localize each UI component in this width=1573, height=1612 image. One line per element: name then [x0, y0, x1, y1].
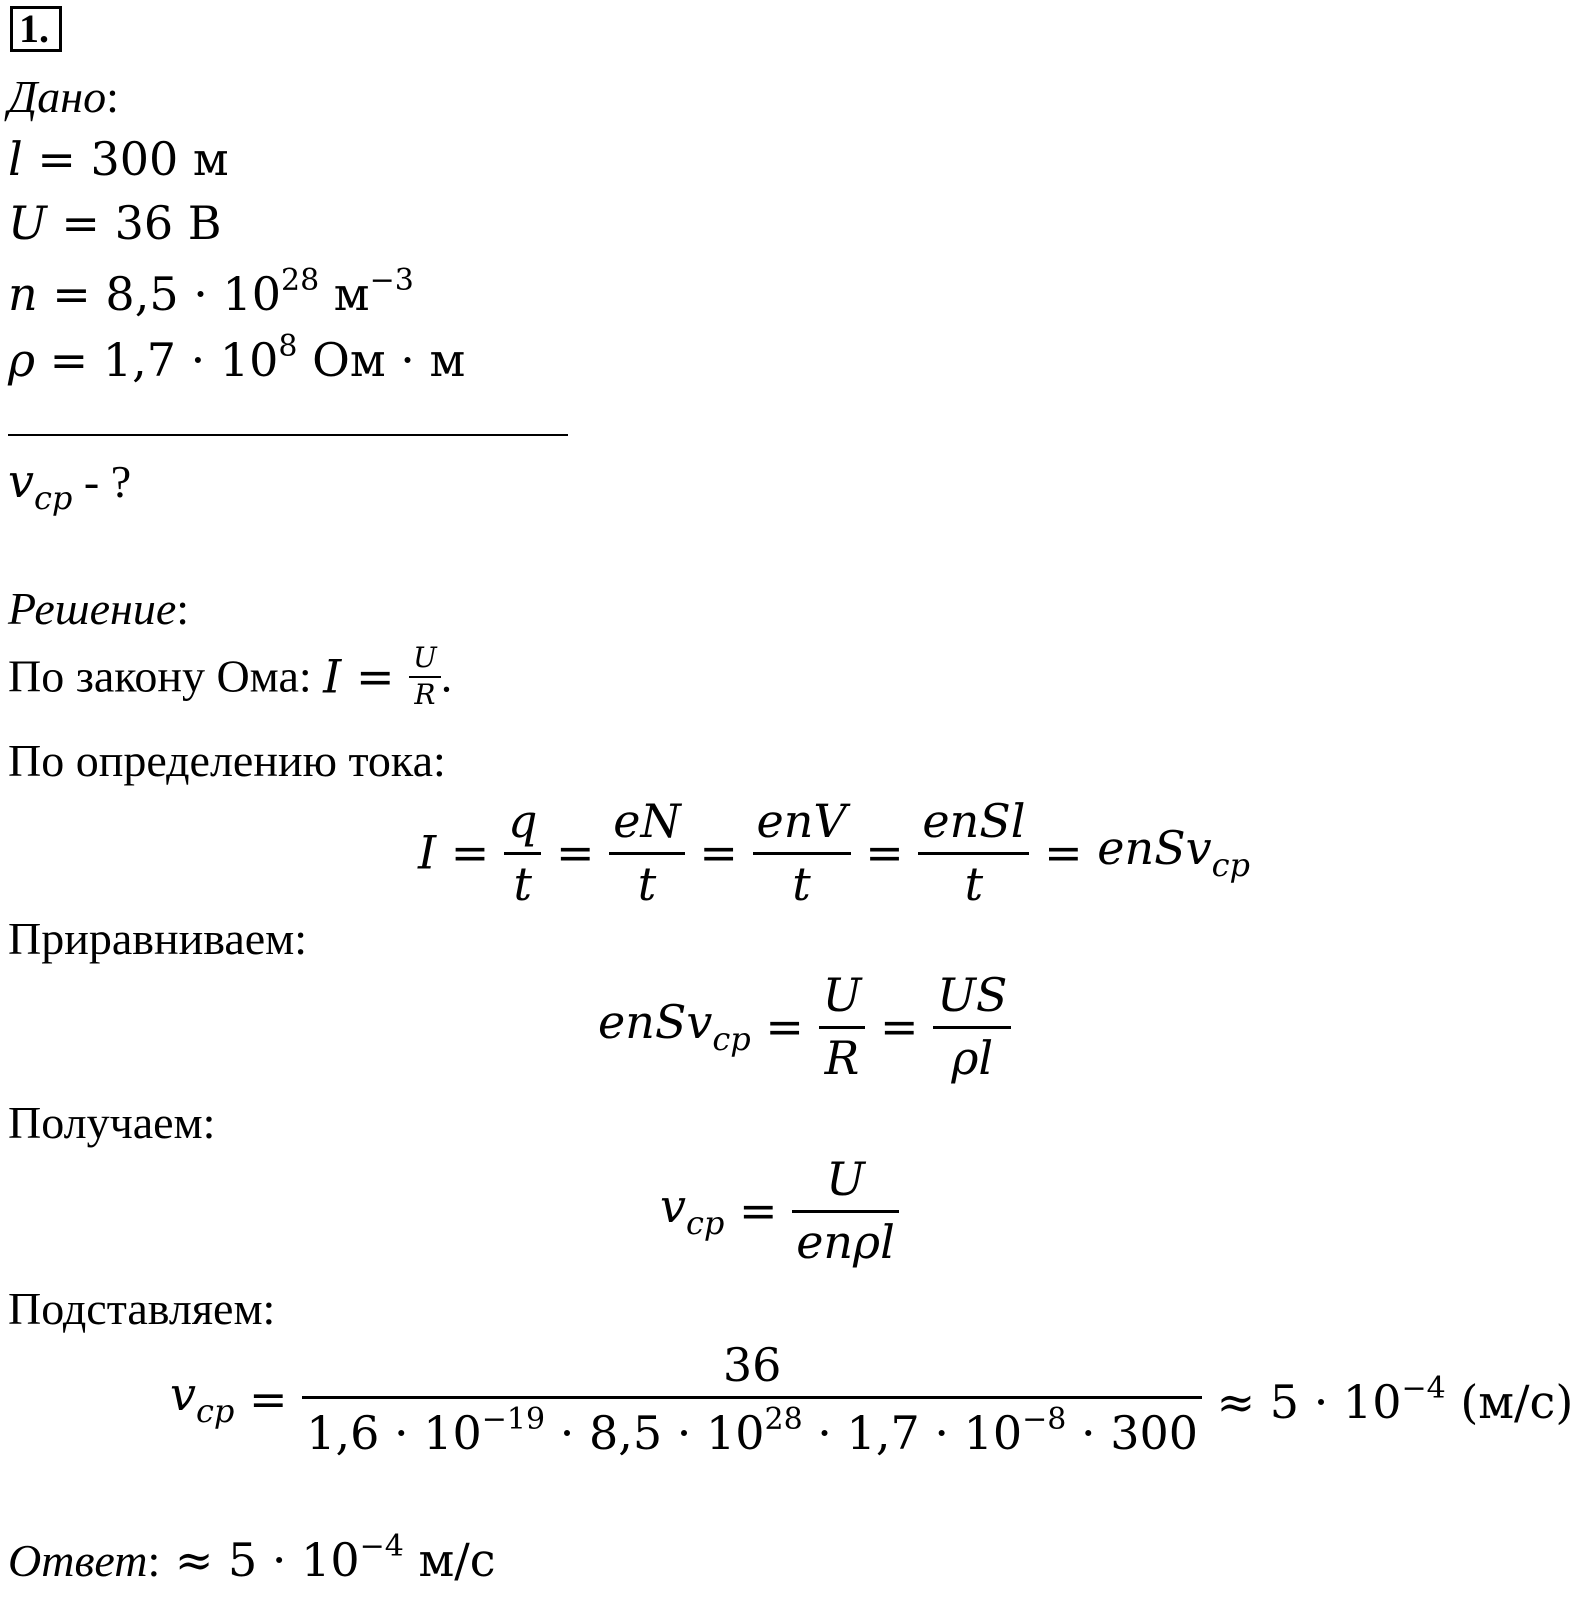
given-label: Дано: [8, 71, 107, 122]
eq1-rhs: [1097, 820, 1251, 884]
current-definition-text: По определению тока:: [8, 735, 446, 786]
eq4-approx-value: ≈ 5 · 10: [1202, 1374, 1402, 1429]
resistivity-unit: Ом · м: [297, 333, 466, 387]
eq3-lhs: [660, 1178, 725, 1242]
eq4-den-b-exp: 28: [764, 1402, 803, 1437]
eq1-f2-den: t: [637, 857, 657, 911]
eq4-den-c: · 1,7 · 10: [802, 1406, 1023, 1460]
concentration-unit-exponent: −3: [369, 263, 414, 298]
eq4-den-a: 1,6 · 10: [306, 1406, 482, 1460]
eq2-eq-1: =: [750, 999, 819, 1054]
equate-text: Приравниваем:: [8, 913, 308, 964]
eq1-f4-num: enSl: [918, 798, 1029, 855]
problem-number: 1.: [10, 6, 62, 52]
solution-heading: [8, 583, 190, 634]
var-U: U: [8, 196, 47, 250]
eq2-f2-den: ρl: [951, 1031, 994, 1085]
eq2-lhs-var: enSv: [598, 994, 713, 1049]
eq1-eq-3: =: [850, 825, 919, 880]
eq2-f1-den: R: [824, 1031, 860, 1085]
eq1-eq-2: =: [684, 825, 753, 880]
eq4-units: (м/с): [1445, 1374, 1573, 1429]
eq1-eq-4: =: [1029, 825, 1098, 880]
eq4-fraction: [302, 1338, 1202, 1460]
eq1-f4-den: t: [964, 857, 984, 911]
solution-label: Решение: [8, 583, 177, 634]
eq1-rhs-sub: cp: [1211, 845, 1251, 884]
eq3-eq: =: [724, 1183, 793, 1238]
eq4-den: [302, 1399, 1202, 1460]
eq1-fraction-2: [609, 794, 684, 911]
eq1-fraction-3: [753, 794, 851, 911]
eq3-lhs-sub: cp: [686, 1203, 725, 1242]
answer-label: Ответ: [8, 1535, 148, 1586]
ohm-text: По закону Ома:: [8, 650, 324, 702]
substitution-equation: [170, 1338, 1573, 1460]
given-length: [8, 132, 229, 186]
eq2-lhs: [598, 994, 751, 1058]
concentration-exponent: 28: [280, 263, 320, 298]
eq4-approx-exp: −4: [1401, 1370, 1446, 1406]
eq2-eq-2: =: [865, 999, 934, 1054]
find-var: v: [8, 454, 34, 508]
equated-equation: [598, 968, 1011, 1085]
eq1-eq-1: =: [541, 825, 610, 880]
substitute-text: Подставляем:: [8, 1283, 276, 1334]
answer-line: [8, 1529, 496, 1587]
concentration-value: = 8,5 · 10: [37, 267, 281, 321]
eq1-f2-num: eN: [609, 798, 684, 855]
given-heading: [8, 71, 119, 122]
eq3-lhs-var: v: [660, 1178, 686, 1233]
eq2-f2-num: US: [933, 972, 1011, 1029]
ohm-dot: .: [440, 650, 453, 702]
ohm-num: U: [409, 644, 441, 678]
concentration-unit: м: [319, 267, 370, 321]
obtain-text: Получаем:: [8, 1097, 216, 1148]
eq4-den-b: · 8,5 · 10: [545, 1406, 765, 1460]
resistivity-value: = 1,7 · 10: [35, 333, 279, 387]
ohm-fraction: [409, 641, 441, 711]
answer-colon: :: [147, 1535, 161, 1586]
ohm-den: R: [414, 678, 436, 711]
current-definition-equation: [418, 794, 1251, 911]
answer-exp: −4: [359, 1529, 404, 1564]
eq1-f1-num: q: [504, 798, 541, 855]
eq2-fraction-2: [933, 968, 1011, 1085]
solution-colon: :: [176, 583, 190, 634]
resistivity-exponent: 8: [278, 329, 298, 364]
eq4-den-d: · 300: [1066, 1406, 1199, 1460]
voltage-value: = 36 В: [46, 196, 222, 250]
eq4-den-a-exp: −19: [481, 1402, 546, 1437]
eq1-fraction-4: [918, 794, 1029, 911]
given-resistivity: [8, 329, 466, 387]
given-concentration: [8, 263, 414, 321]
length-value: = 300 м: [22, 132, 229, 186]
eq2-fraction-1: [819, 968, 866, 1085]
eq3-den: enρl: [796, 1215, 895, 1269]
eq1-f1-den: t: [513, 857, 532, 911]
result-formula: [660, 1152, 899, 1269]
var-rho: ρ: [8, 333, 36, 387]
find-sub: cp: [34, 479, 73, 517]
eq1-f3-den: t: [792, 857, 811, 911]
eq1-lhs: I =: [418, 825, 504, 880]
answer-unit: м/с: [403, 1533, 496, 1587]
find-rest: - ?: [72, 456, 132, 507]
given-colon: :: [106, 71, 119, 122]
eq2-f1-num: U: [819, 972, 866, 1029]
ohm-I: I =: [323, 649, 410, 704]
eq1-fraction-1: [504, 794, 541, 911]
var-n: n: [8, 267, 38, 321]
eq3-fraction: [792, 1152, 899, 1269]
eq4-eq: =: [234, 1372, 303, 1426]
eq4-lhs-sub: cp: [196, 1392, 235, 1430]
eq1-f3-num: enV: [753, 798, 851, 855]
eq1-rhs-var: enSv: [1097, 820, 1212, 875]
answer-value: ≈ 5 · 10: [160, 1533, 360, 1587]
eq4-lhs-var: v: [170, 1367, 196, 1421]
var-l: l: [8, 132, 23, 186]
eq4-num: 36: [302, 1342, 1202, 1399]
eq3-num: U: [792, 1156, 899, 1213]
given-voltage: [8, 196, 222, 250]
eq4-den-c-exp: −8: [1022, 1402, 1067, 1437]
ohm-law-line: [8, 641, 453, 711]
given-divider: [8, 434, 568, 436]
eq4-lhs: [170, 1367, 235, 1430]
eq2-lhs-sub: cp: [712, 1019, 751, 1058]
find-line: [8, 454, 132, 517]
eq4-approx: [1202, 1370, 1573, 1429]
